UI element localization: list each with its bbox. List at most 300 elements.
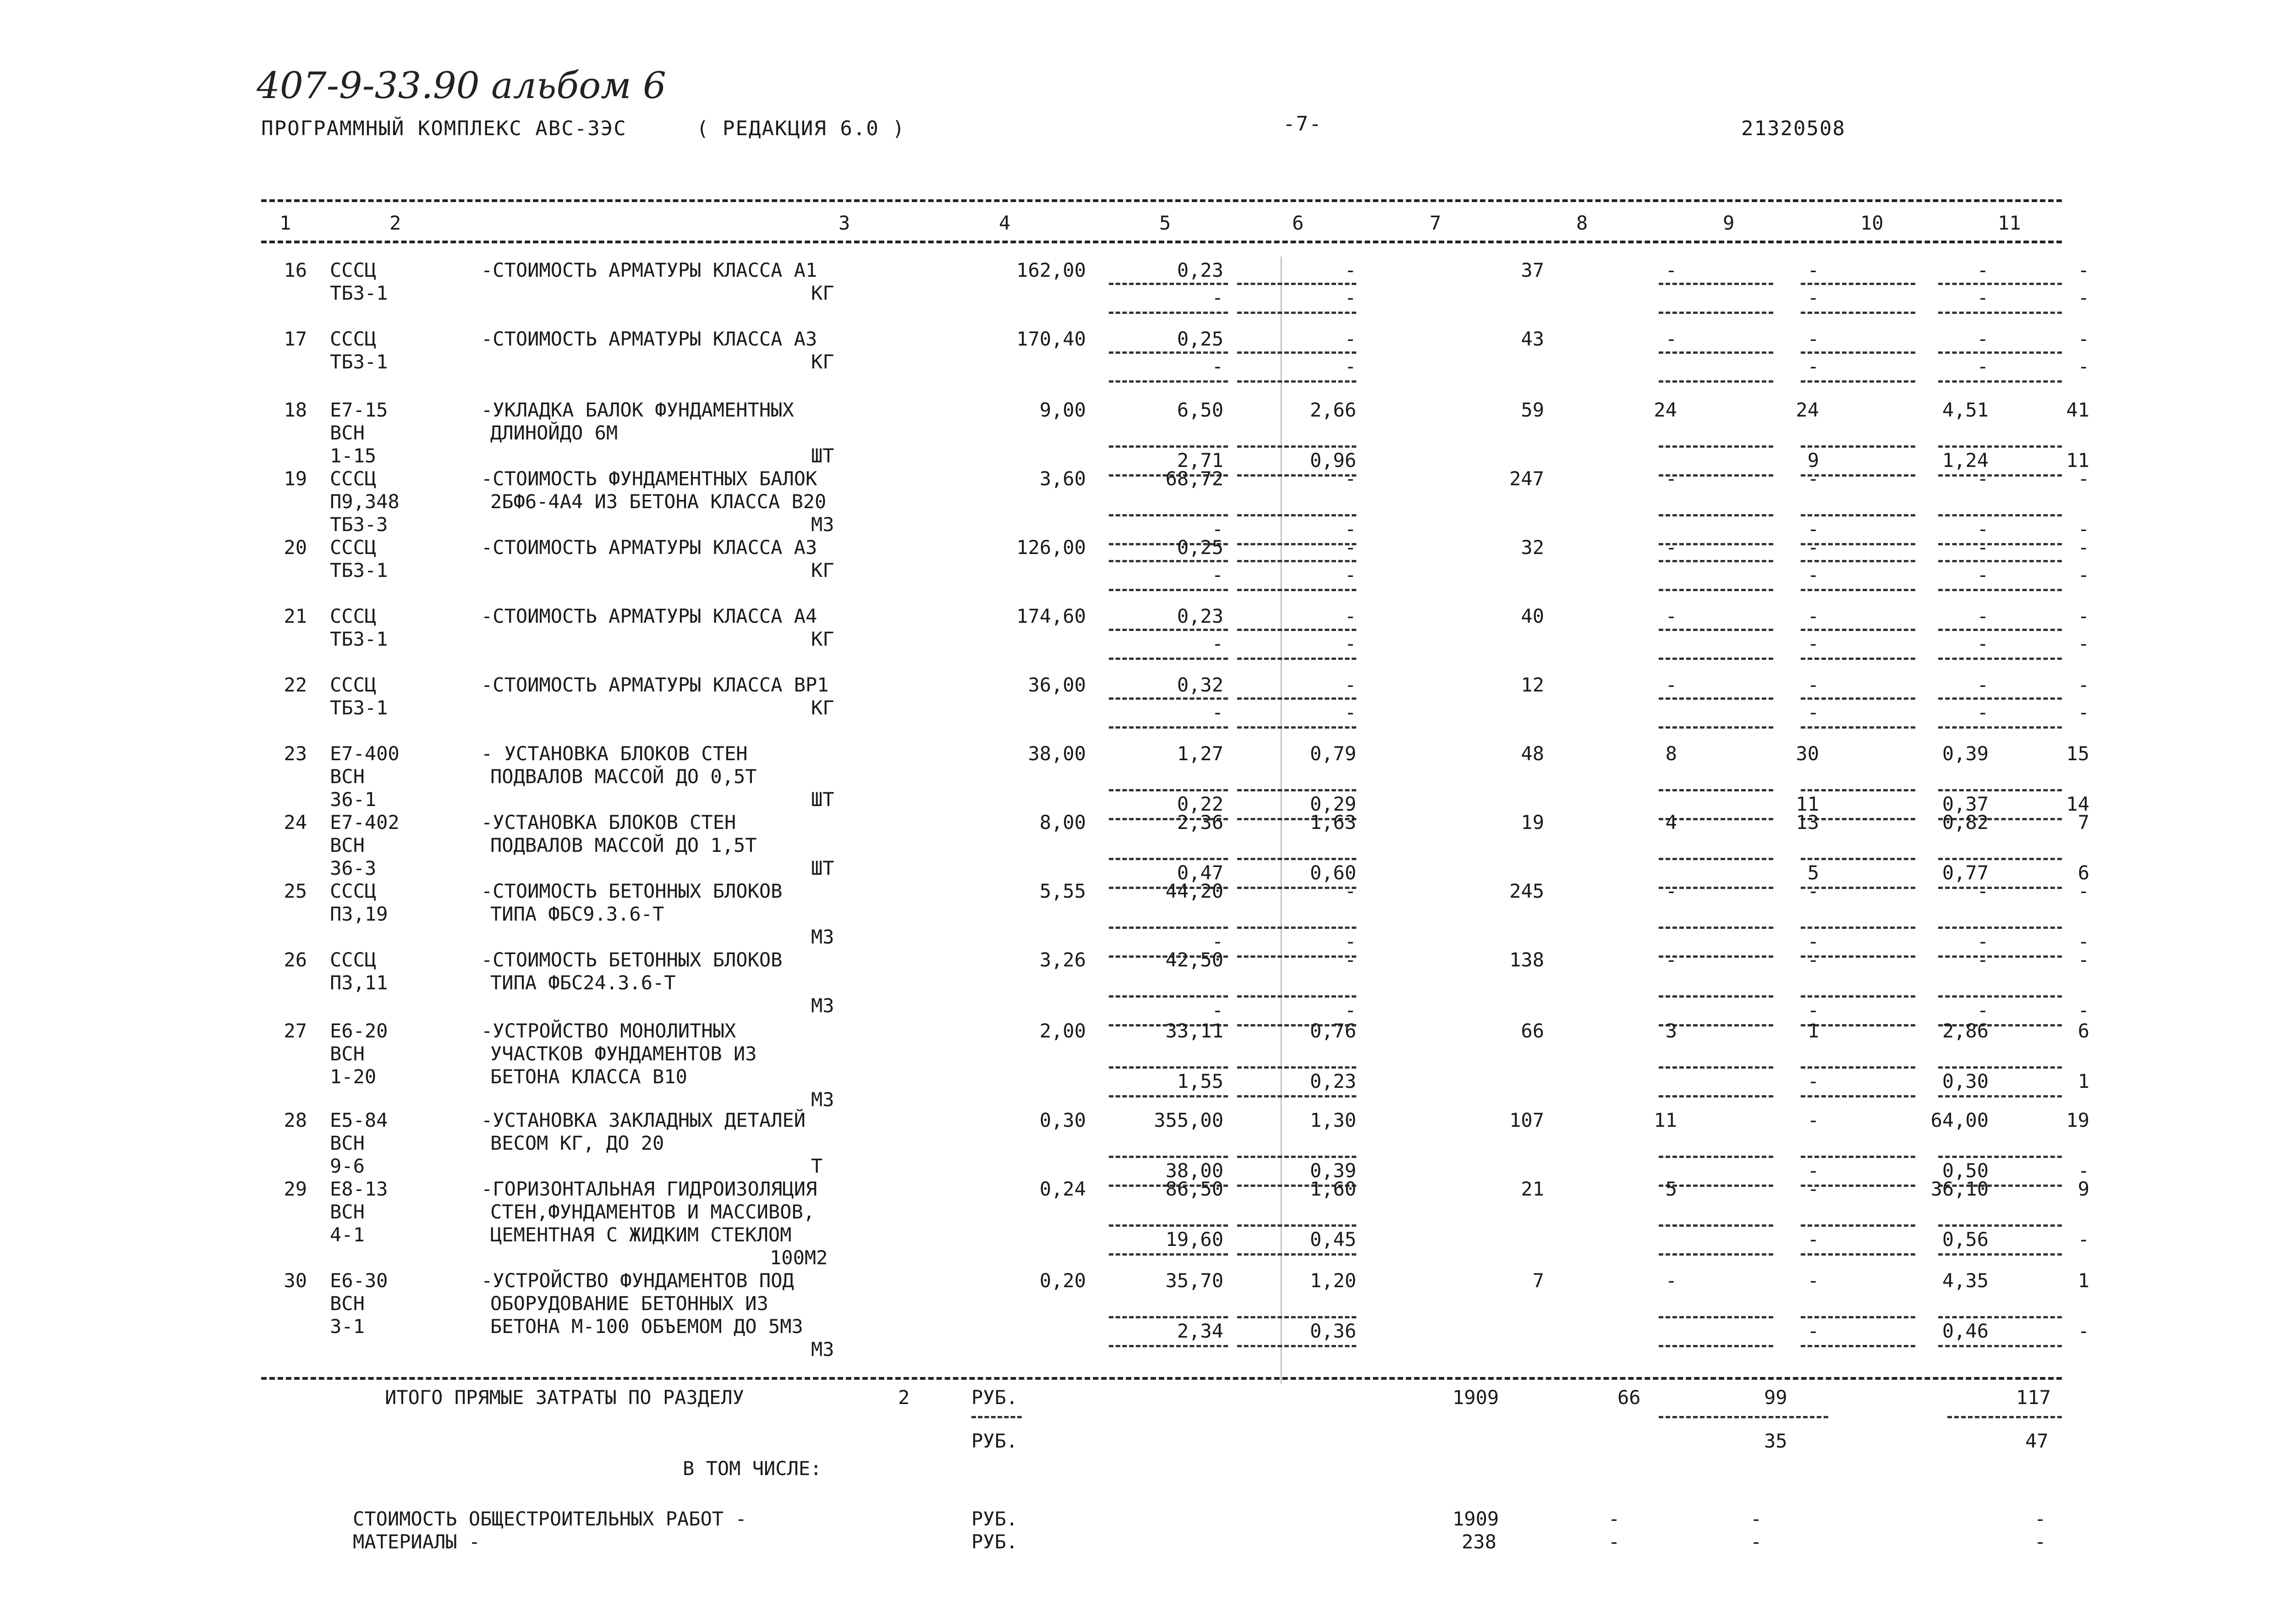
cell-underline [1659,1345,1773,1347]
col6-value: - [1344,467,1356,490]
unit-label: КГ [811,559,834,582]
col10-sub-value: - [1977,286,1989,309]
cell-underline [1237,514,1356,516]
totals-c8: 66 [1617,1386,1641,1409]
dash: - [1608,1508,1620,1530]
col6-sub-value: - [1344,518,1356,540]
col4-value: 9,00 [1039,399,1086,421]
col5-sub-value: - [1211,632,1223,655]
row-number: 20 [284,536,307,559]
cell-underline [1237,697,1356,700]
description-line: ОБОРУДОВАНИЕ БЕТОННЫХ ИЗ [490,1292,768,1315]
col10-sub-value: 0,56 [1942,1228,1989,1251]
cell-underline [1801,858,1915,860]
col10-sub-value: - [1977,564,1989,586]
col11-sub-value: - [2077,1320,2089,1342]
code-line: Е8-13 [330,1178,388,1200]
cell-underline [1801,351,1915,354]
col10-sub-value: 1,24 [1942,449,1989,472]
code-line: ВСН [330,1042,365,1065]
cell-underline [1237,380,1356,383]
col10-sub-value: - [1977,518,1989,540]
code-line: СССЦ [330,536,377,559]
col11-value: 41 [2066,399,2089,421]
col10-sub-value: 0,46 [1942,1320,1989,1342]
cell-underline [1801,283,1915,285]
cell-underline [1237,312,1356,314]
col10-value: - [1977,467,1989,490]
cell-underline [1801,789,1915,791]
col7-value: 66 [1521,1020,1544,1042]
col10-sub-value: - [1977,930,1989,953]
col6-sub-value: - [1344,701,1356,724]
cell-underline [1237,283,1356,285]
col10-sub-value: 0,77 [1942,861,1989,884]
description-line: -УСТАНОВКА ЗАКЛАДНЫХ ДЕТАЛЕЙ [481,1109,806,1131]
description-line: -УСТРОЙСТВО МОНОЛИТНЫХ [481,1020,736,1042]
col6-value: 0,76 [1310,1020,1356,1042]
col6-sub-value: 0,39 [1310,1159,1356,1182]
col5-value: 44,20 [1165,880,1223,902]
col6-value: 1,63 [1310,811,1356,834]
col9-value: - [1807,1109,1819,1131]
code-line: СССЦ [330,259,377,281]
cell-underline [1659,1066,1773,1069]
cell-underline [1801,589,1915,591]
col10-value: 36,10 [1930,1178,1989,1200]
cell-underline [1801,726,1915,729]
cell-underline [1801,927,1915,929]
program-title: ПРОГРАММНЫЙ КОМПЛЕКС АВС-3ЭС [261,117,627,140]
dash: - [1608,1531,1620,1553]
code-line: 36-3 [330,857,377,879]
cell-underline [1801,658,1915,660]
totals-c11b: 47 [2025,1430,2049,1452]
code-line: 1-20 [330,1065,377,1088]
col9-sub-value: - [1807,286,1819,309]
description-line: -СТОИМОСТЬ ФУНДАМЕНТНЫХ БАЛОК [481,467,817,490]
col8-value: 11 [1654,1109,1677,1131]
unit-label: КГ [811,628,834,650]
col-num: 1 [280,212,291,234]
col6-value: 1,30 [1310,1109,1356,1131]
col9-value: - [1807,259,1819,281]
cell-underline [1938,1156,2062,1158]
col6-value: - [1344,259,1356,281]
cell-underline [1109,1316,1228,1318]
cell-underline [1109,351,1228,354]
col4-value: 3,26 [1039,949,1086,971]
col11-value: 1 [2077,1269,2089,1292]
col9-sub-value: - [1807,1159,1819,1182]
row-number: 25 [284,880,307,902]
col9-value: 24 [1796,399,1819,421]
document-code: 21320508 [1741,117,1846,140]
totals-unit: РУБ. [971,1386,1018,1409]
cell-underline [1109,283,1228,285]
cell-underline [1237,1066,1356,1069]
col4-value: 162,00 [1016,259,1086,281]
col6-value: - [1344,674,1356,696]
code-line: СССЦ [330,605,377,627]
col10-value: - [1977,328,1989,350]
cell-underline [1938,1345,2062,1347]
col5-sub-value: 0,47 [1177,861,1223,884]
col11-sub-value: - [2077,564,2089,586]
cell-underline [1801,1066,1915,1069]
cell-underline [1109,789,1228,791]
col9-value: - [1807,1269,1819,1292]
col8-value: - [1665,605,1677,627]
unit-label: М3 [811,1338,834,1361]
totals-c11: 117 [2016,1386,2051,1409]
description-line: -СТОИМОСТЬ БЕТОННЫХ БЛОКОВ [481,949,783,971]
cell-underline [1659,380,1773,383]
col10-sub-value: - [1977,355,1989,378]
cell-underline [1659,1316,1773,1318]
col8-value: - [1665,536,1677,559]
c11-underline [1947,1416,2062,1418]
cell-underline [1801,1345,1915,1347]
col9-value: - [1807,880,1819,902]
description-line: ТИПА ФБС9.3.6-Т [490,903,664,925]
row-number: 18 [284,399,307,421]
col9-value: 1 [1807,1020,1819,1042]
col9-value: - [1807,328,1819,350]
materials-c7: 238 [1462,1531,1496,1553]
cell-underline [1938,1224,2062,1227]
col11-value: - [2077,880,2089,902]
col4-value: 0,24 [1039,1178,1086,1200]
col11-sub-value: - [2077,1159,2089,1182]
cell-underline [1659,1095,1773,1097]
col11-value: - [2077,949,2089,971]
col6-value: - [1344,880,1356,902]
description-line: -СТОИМОСТЬ АРМАТУРЫ КЛАССА А1 [481,259,817,281]
col10-value: 0,39 [1942,742,1989,765]
description-line: ДЛИНОЙДО 6М [490,422,618,444]
code-line: ВСН [330,1201,365,1223]
cell-underline [1801,514,1915,516]
col9-sub-value: - [1807,930,1819,953]
row-number: 22 [284,674,307,696]
code-line: ТБ3-1 [330,628,388,650]
col9-value: - [1807,1178,1819,1200]
unit-label: КГ [811,282,834,304]
cell-underline [1659,697,1773,700]
col11-value: - [2077,467,2089,490]
row-number: 23 [284,742,307,765]
cell-underline [1938,927,2062,929]
code-line: 4-1 [330,1223,365,1246]
col5-value: 0,23 [1177,605,1223,627]
cell-underline [1801,1253,1915,1256]
col6-value: - [1344,949,1356,971]
description-line: ПОДВАЛОВ МАССОЙ ДО 1,5Т [490,834,757,856]
description-line: -СТОИМОСТЬ АРМАТУРЫ КЛАССА А3 [481,328,817,350]
col10-value: 64,00 [1930,1109,1989,1131]
col8-value: - [1665,259,1677,281]
col5-sub-value: - [1211,701,1223,724]
description-line: БЕТОНА КЛАССА В10 [490,1065,687,1088]
col-num: 10 [1860,212,1884,234]
code-line: П3,19 [330,903,388,925]
col7-value: 40 [1521,605,1544,627]
col10-value: - [1977,674,1989,696]
col5-value: 0,25 [1177,328,1223,350]
cell-underline [1237,629,1356,631]
col8-value: 24 [1654,399,1677,421]
col5-sub-value: - [1211,355,1223,378]
code-line: Е5-84 [330,1109,388,1131]
description-line: -СТОИМОСТЬ АРМАТУРЫ КЛАССА ВР1 [481,674,829,696]
col5-value: 355,00 [1154,1109,1223,1131]
cell-underline [1237,1345,1356,1347]
col8-value: - [1665,1269,1677,1292]
cell-underline [1801,697,1915,700]
totals-rule [261,1377,2062,1380]
cell-underline [1237,1156,1356,1158]
unit-label: М3 [811,994,834,1017]
col5-value: 0,25 [1177,536,1223,559]
cell-underline [1659,995,1773,998]
code-line: 3-1 [330,1315,365,1338]
description-line: -УСТАНОВКА БЛОКОВ СТЕН [481,811,736,834]
unit-label: ШТ [811,788,834,811]
col11-sub-value: - [2077,286,2089,309]
code-line: Е7-15 [330,399,388,421]
cell-underline [1237,560,1356,562]
cell-underline [1109,1345,1228,1347]
dash: - [1750,1531,1762,1553]
col-num: 6 [1292,212,1304,234]
col11-sub-value: 11 [2066,449,2089,472]
row-number: 29 [284,1178,307,1200]
col4-value: 170,40 [1016,328,1086,350]
col9-value: - [1807,467,1819,490]
unit-label: М3 [811,513,834,536]
col6-value: 2,66 [1310,399,1356,421]
col9-sub-value: 5 [1807,861,1819,884]
col8-value: 4 [1665,811,1677,834]
col9-sub-value: - [1807,632,1819,655]
cell-underline [1938,514,2062,516]
totals-section: 2 [898,1386,910,1409]
cell-underline [1659,560,1773,562]
col6-sub-value: 0,23 [1310,1070,1356,1092]
col-num: 5 [1159,212,1171,234]
cell-underline [1938,726,2062,729]
code-line: П9,348 [330,490,400,513]
cell-underline [1938,312,2062,314]
cell-underline [1938,445,2062,448]
col11-value: 15 [2066,742,2089,765]
cell-underline [1659,789,1773,791]
cell-underline [1659,658,1773,660]
col10-value: 0,82 [1942,811,1989,834]
cell-underline [1938,1066,2062,1069]
cell-underline [1938,283,2062,285]
cell-underline [1659,283,1773,285]
code-line: Е7-400 [330,742,400,765]
code-line: СССЦ [330,880,377,902]
column-number-row [261,212,2062,237]
col5-sub-value: - [1211,518,1223,540]
col5-value: 1,27 [1177,742,1223,765]
col6-value: 0,79 [1310,742,1356,765]
col-num: 3 [839,212,850,234]
col5-sub-value: 2,34 [1177,1320,1223,1342]
col9-sub-value: - [1807,999,1819,1021]
col-num: 8 [1576,212,1588,234]
col7-value: 7 [1532,1269,1544,1292]
col5-sub-value: 1,55 [1177,1070,1223,1092]
col10-sub-value: - [1977,701,1989,724]
cell-underline [1801,629,1915,631]
col5-sub-value: - [1211,999,1223,1021]
unit-label: ШТ [811,857,834,879]
code-line: СССЦ [330,328,377,350]
description-line: ПОДВАЛОВ МАССОЙ ДО 0,5Т [490,765,757,788]
cell-underline [1801,560,1915,562]
code-line: П3,11 [330,971,388,994]
description-line: -СТОИМОСТЬ АРМАТУРЫ КЛАССА А4 [481,605,817,627]
col10-value: - [1977,949,1989,971]
col-num: 2 [389,212,401,234]
cell-underline [1659,351,1773,354]
col9-sub-value: - [1807,1070,1819,1092]
cell-underline [1109,697,1228,700]
cell-underline [1938,589,2062,591]
col8-value: 8 [1665,742,1677,765]
cell-underline [1659,1156,1773,1158]
handwritten-title: 407-9-33.90 альбом 6 [257,64,666,107]
col11-sub-value: - [2077,355,2089,378]
col6-sub-value: 0,96 [1310,449,1356,472]
col7-value: 21 [1521,1178,1544,1200]
unit-label: Т [811,1155,823,1177]
cell-underline [1938,858,2062,860]
col11-sub-value: 14 [2066,793,2089,815]
col6-sub-value: - [1344,632,1356,655]
cell-underline [1109,560,1228,562]
col6-value: - [1344,328,1356,350]
cell-underline [1938,1316,2062,1318]
page-number: -7- [1283,112,1322,136]
col11-sub-value: 1 [2077,1070,2089,1092]
col8-value: - [1665,949,1677,971]
cell-underline [1109,658,1228,660]
col5-sub-value: - [1211,930,1223,953]
edition-label: ( РЕДАКЦИЯ 6.0 ) [696,117,905,140]
col7-value: 247 [1509,467,1544,490]
cell-underline [1801,380,1915,383]
col6-sub-value: 0,60 [1310,861,1356,884]
col9-value: - [1807,605,1819,627]
dash: - [2034,1531,2046,1553]
col7-value: 32 [1521,536,1544,559]
col6-sub-value: - [1344,355,1356,378]
unit-label: КГ [811,697,834,719]
cell-underline [1237,589,1356,591]
col5-value: 0,23 [1177,259,1223,281]
code-line: ТБ3-1 [330,351,388,373]
col6-sub-value: 0,45 [1310,1228,1356,1251]
col11-value: - [2077,259,2089,281]
col9-sub-value: 11 [1796,793,1819,815]
code-line: СССЦ [330,467,377,490]
c9-underline [1659,1416,1828,1418]
cell-underline [1109,514,1228,516]
col5-sub-value: 2,71 [1177,449,1223,472]
description-line: -УКЛАДКА БАЛОК ФУНДАМЕНТНЫХ [481,399,794,421]
cell-underline [1801,1316,1915,1318]
cell-underline [1801,995,1915,998]
description-line: -СТОИМОСТЬ АРМАТУРЫ КЛАССА А3 [481,536,817,559]
cell-underline [1659,514,1773,516]
cell-underline [1938,1253,2062,1256]
col11-value: - [2077,328,2089,350]
col10-value: - [1977,536,1989,559]
col9-sub-value: - [1807,1228,1819,1251]
col9-value: - [1807,536,1819,559]
col-num: 7 [1430,212,1441,234]
code-line: СССЦ [330,674,377,696]
col6-value: - [1344,536,1356,559]
cell-underline [1938,560,2062,562]
col11-sub-value: - [2077,930,2089,953]
cell-underline [1659,726,1773,729]
col5-value: 2,36 [1177,811,1223,834]
cell-underline [1659,1224,1773,1227]
general-works-c7: 1909 [1452,1508,1499,1530]
cell-underline [1801,1095,1915,1097]
description-line: ЦЕМЕНТНАЯ С ЖИДКИМ СТЕКЛОМ [490,1223,792,1246]
row-number: 30 [284,1269,307,1292]
col6-sub-value: 0,29 [1310,793,1356,815]
col9-sub-value: - [1807,1320,1819,1342]
row-number: 28 [284,1109,307,1131]
description-line: ВЕСОМ КГ, ДО 20 [490,1132,664,1154]
materials-label: МАТЕРИАЛЫ - [353,1531,481,1553]
cell-underline [1659,445,1773,448]
col6-sub-value: - [1344,564,1356,586]
dash: - [2034,1508,2046,1530]
code-line: ВСН [330,765,365,788]
cell-underline [1237,1316,1356,1318]
col5-value: 42,50 [1165,949,1223,971]
col10-value: - [1977,880,1989,902]
col9-value: - [1807,674,1819,696]
col8-value: - [1665,674,1677,696]
col4-value: 126,00 [1016,536,1086,559]
cell-underline [1109,858,1228,860]
unit-underline [971,1416,1022,1418]
cell-underline [1109,312,1228,314]
cell-underline [1237,351,1356,354]
row-number: 16 [284,259,307,281]
code-line: ВСН [330,1132,365,1154]
dash: - [1750,1508,1762,1530]
code-line: ВСН [330,422,365,444]
col7-value: 245 [1509,880,1544,902]
row-number: 21 [284,605,307,627]
cell-underline [1237,1224,1356,1227]
cell-underline [1938,351,2062,354]
totals-label: ИТОГО ПРЯМЫЕ ЗАТРАТЫ ПО РАЗДЕЛУ [385,1386,744,1409]
col10-sub-value: 0,50 [1942,1159,1989,1182]
cell-underline [1938,1095,2062,1097]
